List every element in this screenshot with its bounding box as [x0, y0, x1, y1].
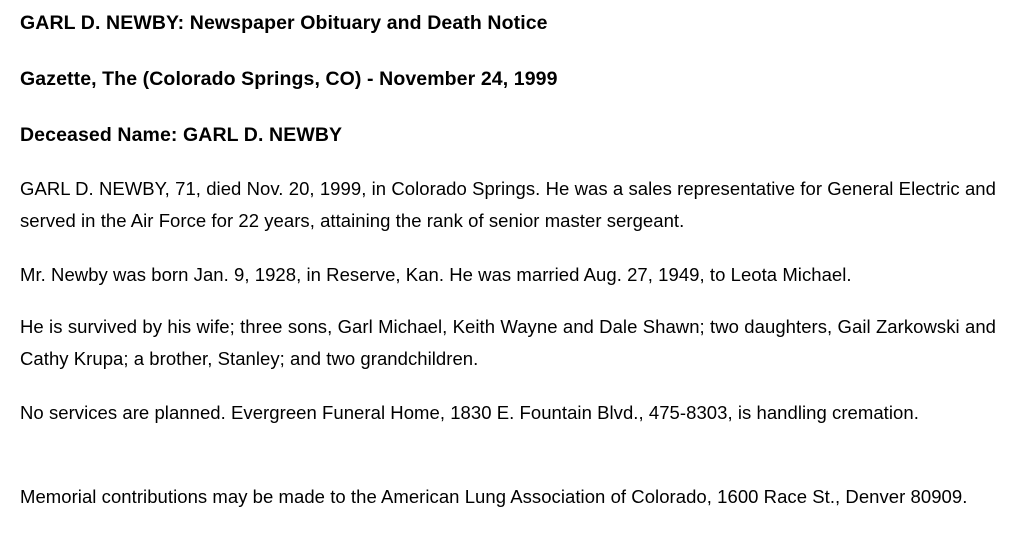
paragraph-biography: GARL D. NEWBY, 71, died Nov. 20, 1999, in Colorado Springs. He was a sales representative for General Electric and served in the Air Force for 22 years, attaining the rank of senior master sergeant.	[20, 178, 996, 231]
document-title: GARL D. NEWBY: Newspaper Obituary and Death Notice	[20, 12, 548, 34]
paragraph-memorial: Memorial contributions may be made to the American Lung Association of Colorado, 1600 Race St., Denver 80909.	[20, 486, 968, 507]
paragraph-birth-marriage: Mr. Newby was born Jan. 9, 1928, in Reserve, Kan. He was married Aug. 27, 1949, to Leota Michael.	[20, 264, 852, 285]
paragraph-survivors: He is survived by his wife; three sons, Garl Michael, Keith Wayne and Dale Shawn; two daughters, Gail Zarkowski and Cathy Krupa; a brother, Stanley; and two grandchildren.	[20, 316, 996, 369]
publication-source: Gazette, The (Colorado Springs, CO) - November 24, 1999	[20, 68, 558, 90]
paragraph-services: No services are planned. Evergreen Funeral Home, 1830 E. Fountain Blvd., 475-8303, is handling cremation.	[20, 402, 919, 423]
deceased-name: Deceased Name: GARL D. NEWBY	[20, 124, 343, 146]
